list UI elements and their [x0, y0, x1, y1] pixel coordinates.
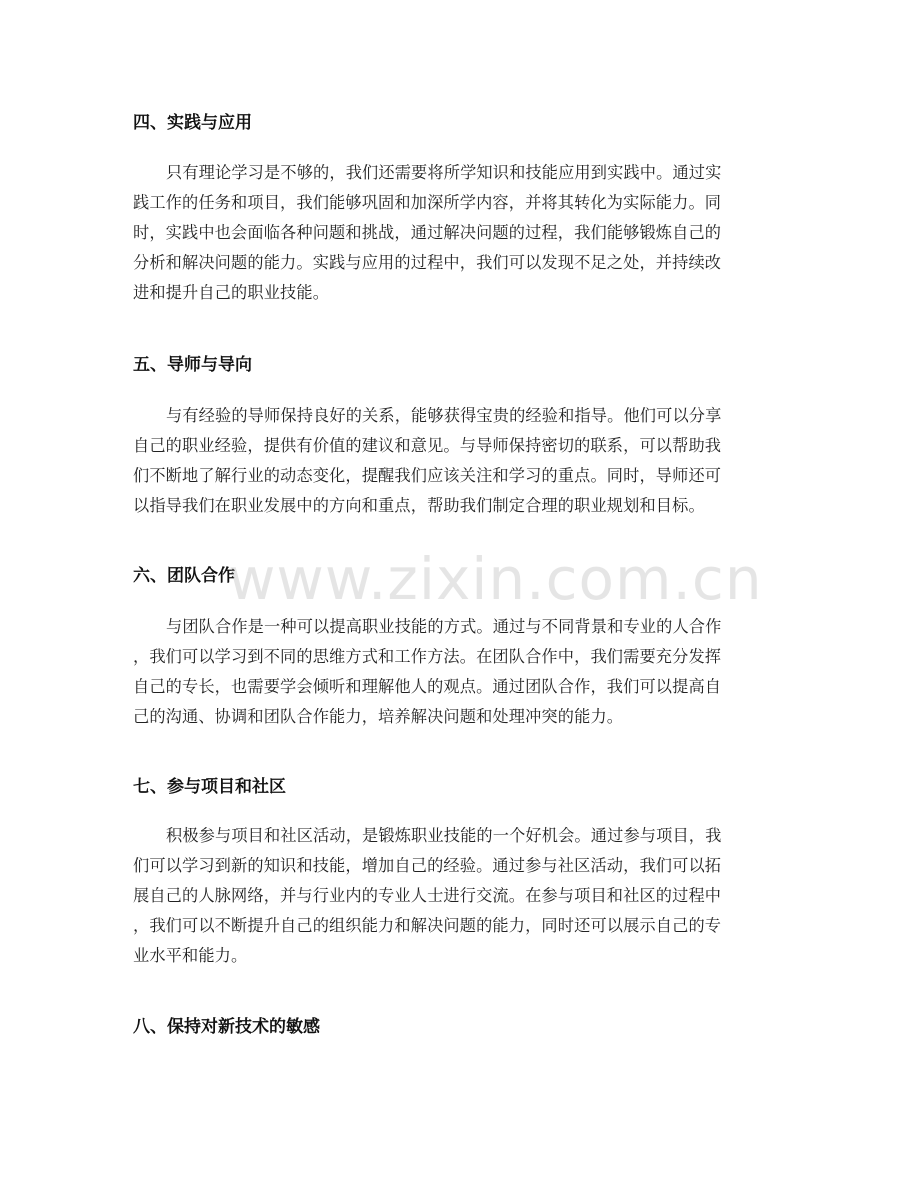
paragraph-line: 业水平和能力。 [133, 946, 248, 965]
paragraph-line: 自己的专长，也需要学会倾听和理解他人的观点。通过团队合作，我们可以提高自 [133, 677, 722, 696]
paragraph-line: 己的沟通、协调和团队合作能力，培养解决问题和处理冲突的能力。 [133, 707, 624, 726]
paragraph-line: 积极参与项目和社区活动，是锻炼职业技能的一个好机会。通过参与项目，我 [166, 826, 722, 845]
section-heading-projects-community: 七、参与项目和社区 [133, 777, 286, 797]
watermark-text: www.zixin.com.cn [228, 545, 763, 613]
section-paragraph-practice [133, 158, 783, 308]
paragraph-line: 时，实践中也会面临各种问题和挑战，通过解决问题的过程，我们能够锻炼自己的 [133, 223, 722, 242]
paragraph-line: 只有理论学习是不够的，我们还需要将所学知识和技能应用到实践中。通过实 [166, 163, 722, 182]
section-paragraph-projects-community [133, 821, 783, 971]
paragraph-line: 进和提升自己的职业技能。 [133, 283, 330, 302]
section-heading-teamwork: 六、团队合作 [133, 566, 235, 586]
section-heading-new-tech: 八、保持对新技术的敏感 [133, 1017, 320, 1037]
paragraph-line: 们不断地了解行业的动态变化，提醒我们应该关注和学习的重点。同时，导师还可 [133, 466, 722, 485]
paragraph-line: 自己的职业经验，提供有价值的建议和意见。与导师保持密切的联系，可以帮助我 [133, 436, 722, 455]
paragraph-line: 们可以学习到新的知识和技能，增加自己的经验。通过参与社区活动，我们可以拓 [133, 856, 722, 875]
section-heading-practice: 四、实践与应用 [133, 113, 252, 133]
paragraph-line: 与团队合作是一种可以提高职业技能的方式。通过与不同背景和专业的人合作 [166, 617, 722, 636]
paragraph-line: ，我们可以学习到不同的思维方式和工作方法。在团队合作中，我们需要充分发挥 [133, 647, 722, 666]
paragraph-line: ，我们可以不断提升自己的组织能力和解决问题的能力，同时还可以展示自己的专 [133, 916, 722, 935]
section-paragraph-teamwork [133, 612, 783, 732]
section-paragraph-mentor [133, 401, 783, 521]
section-heading-mentor: 五、导师与导向 [133, 355, 252, 375]
paragraph-line: 践工作的任务和项目，我们能够巩固和加深所学内容，并将其转化为实际能力。同 [133, 193, 722, 212]
paragraph-line: 展自己的人脉网络，并与行业内的专业人士进行交流。在参与项目和社区的过程中 [133, 886, 722, 905]
paragraph-line: 与有经验的导师保持良好的关系，能够获得宝贵的经验和指导。他们可以分享 [166, 406, 722, 425]
paragraph-line: 以指导我们在职业发展中的方向和重点，帮助我们制定合理的职业规划和目标。 [133, 496, 705, 515]
paragraph-line: 分析和解决问题的能力。实践与应用的过程中，我们可以发现不足之处，并持续改 [133, 253, 722, 272]
